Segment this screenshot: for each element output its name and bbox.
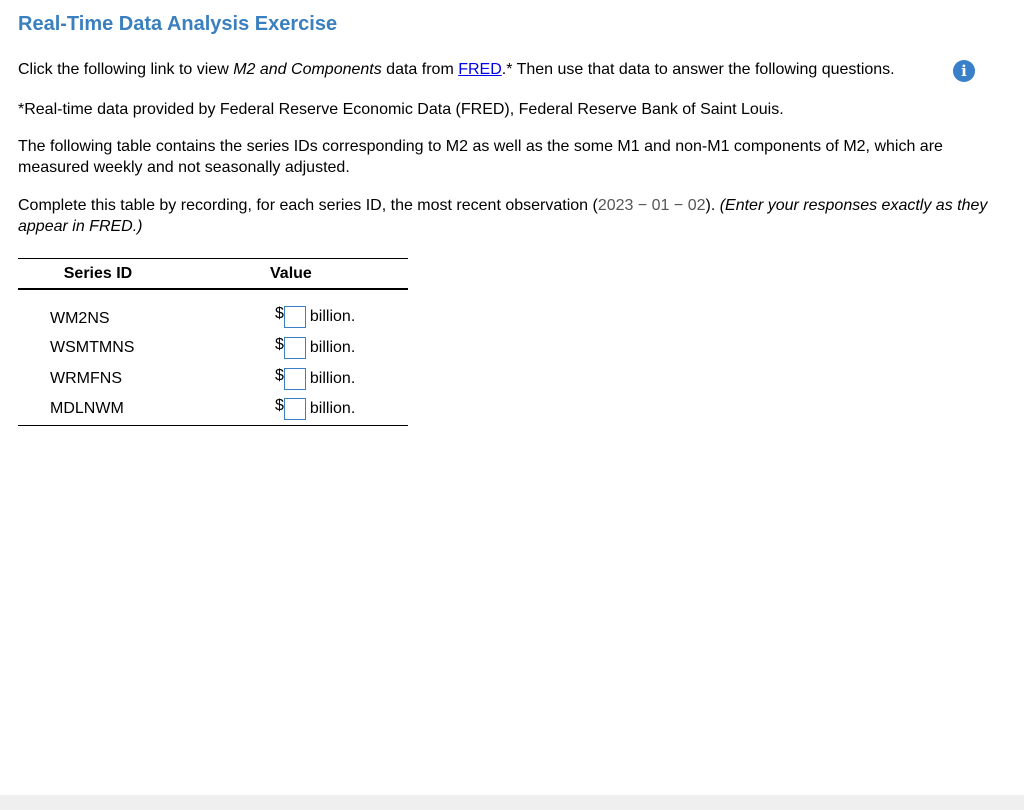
instructions-paragraph [18, 195, 1006, 237]
currency-symbol: $ [275, 396, 284, 414]
instructions-emphasis: (Enter your responses exactly as they appear in FRED.) [18, 197, 988, 235]
value-input-wm2ns[interactable] [284, 306, 306, 328]
table-row [18, 363, 408, 394]
page-title: Real-Time Data Analysis Exercise [18, 13, 338, 35]
value-cell [178, 332, 408, 363]
intro-paragraph [18, 59, 1006, 80]
header-series-id: Series ID [18, 259, 178, 290]
instructions-text: Complete this table by recording, for each series ID, the most recent observation ( [18, 197, 598, 214]
header-value: Value [178, 259, 408, 290]
series-id-cell: MDLNWM [18, 394, 178, 426]
value-cell [178, 394, 408, 426]
fred-link[interactable]: FRED [458, 61, 502, 78]
unit-label: billion. [309, 308, 356, 325]
currency-symbol: $ [275, 335, 284, 353]
unit-label: billion. [309, 369, 356, 387]
value-cell [178, 363, 408, 394]
intro-text-after: .* Then use that data to answer the following questions. [501, 61, 895, 78]
table-row [18, 332, 408, 363]
table-header-row [18, 259, 408, 290]
value-input-wrmfns[interactable] [284, 368, 306, 390]
footnote: *Real-time data provided by Federal Reserve Economic Data (FRED), Federal Reserve Bank of Saint Louis. [18, 101, 784, 118]
value-cell [178, 289, 408, 332]
table-row [18, 289, 408, 332]
unit-label: billion. [309, 399, 356, 417]
intro-text: Click the following link to view [18, 61, 234, 78]
table-description: The following table contains the series IDs corresponding to M2 as well as the some M1 and non-M1 components of M2, which are measured weekly and not seasonally adjusted. [18, 138, 943, 176]
series-id-cell: WRMFNS [50, 369, 122, 387]
series-id-cell: WSMTMNS [50, 338, 135, 356]
bottom-scroll-bar [0, 795, 1024, 810]
intro-text-middle: data from [381, 61, 459, 78]
value-input-mdlnwm[interactable] [284, 398, 306, 420]
currency-symbol: $ [275, 305, 284, 322]
observation-date: 2023 − 01 − 02 [597, 197, 706, 214]
value-input-wsmtmns[interactable] [284, 337, 306, 359]
series-table [18, 258, 408, 426]
instructions-text-middle: ). [705, 197, 720, 214]
series-id-cell: WM2NS [50, 310, 110, 327]
unit-label: billion. [309, 338, 356, 356]
info-icon[interactable]: i [953, 60, 975, 82]
currency-symbol: $ [275, 366, 284, 384]
table-row [18, 394, 408, 426]
intro-emphasis: M2 and Components [233, 61, 382, 78]
